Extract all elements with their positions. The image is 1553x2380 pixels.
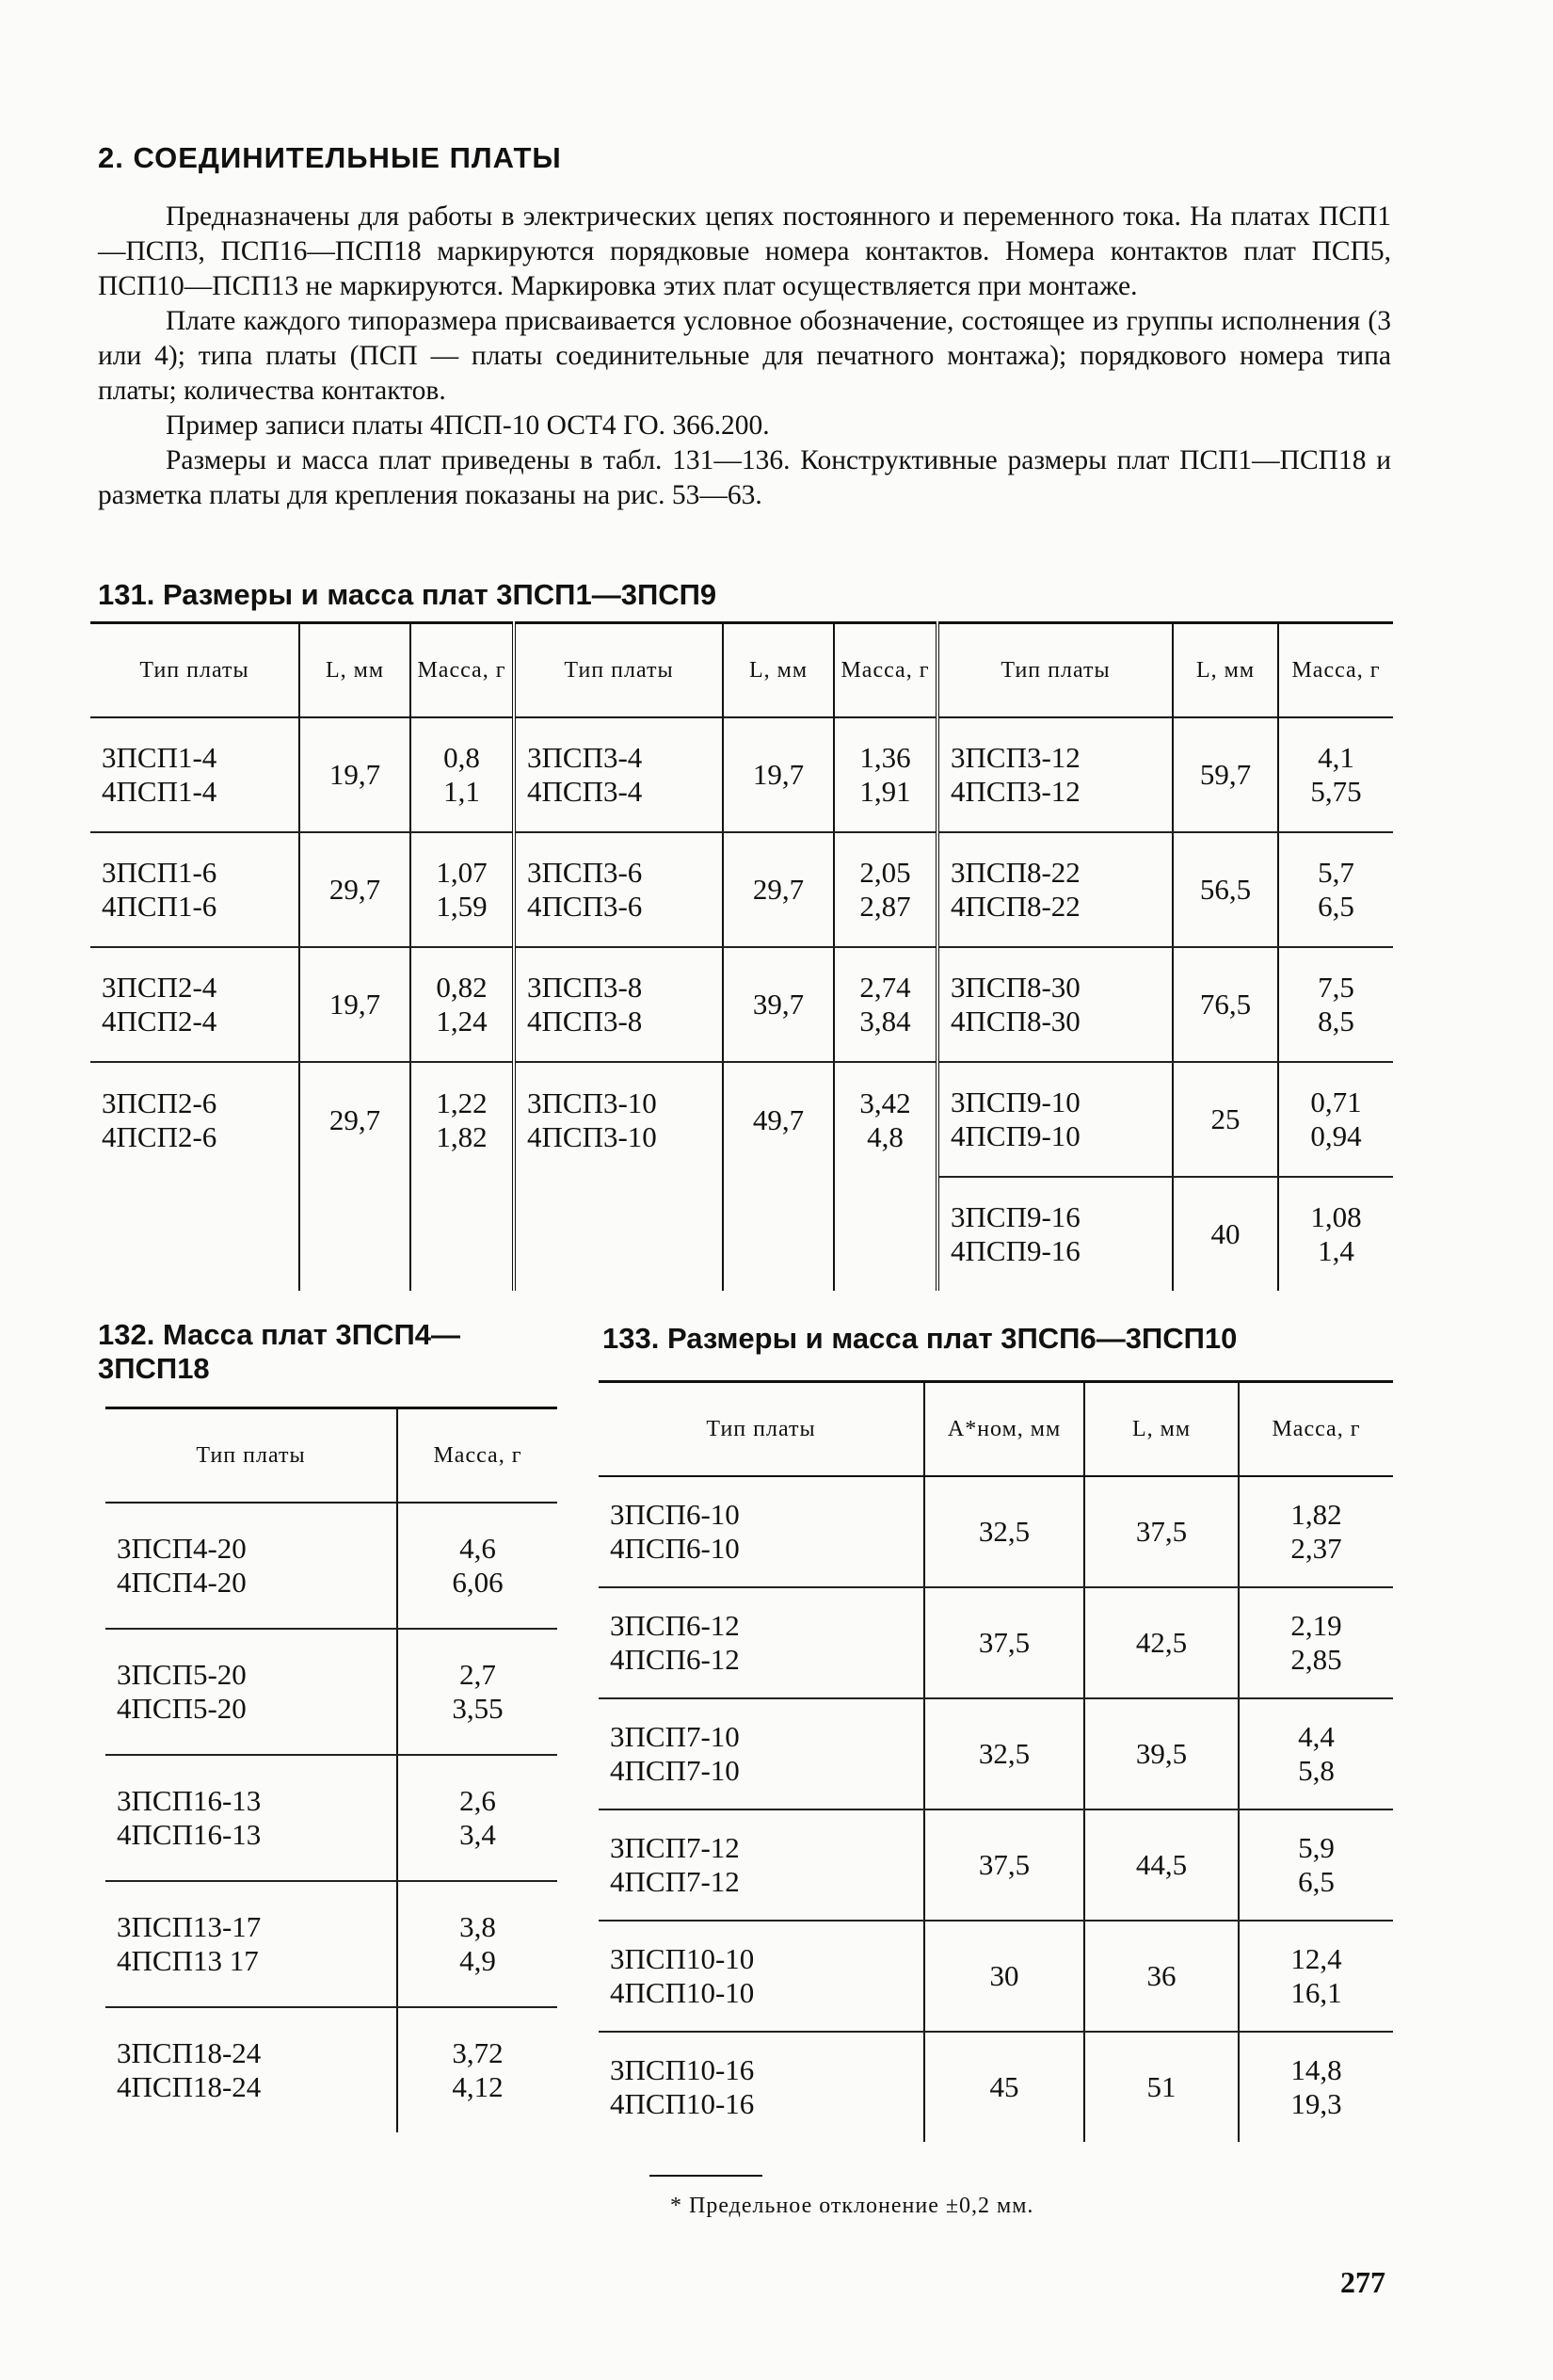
length-value: 39,7 — [723, 947, 834, 1062]
board-type: 3ПСП4-20 4ПСП4-20 — [105, 1503, 397, 1629]
length-value: 49,7 — [723, 1062, 834, 1177]
mass-value: 3,42 4,8 — [834, 1062, 937, 1177]
board-type: 3ПСП7-10 4ПСП7-10 — [599, 1698, 924, 1809]
a-nom-value: 32,5 — [924, 1698, 1084, 1809]
board-type: 3ПСП13-17 4ПСП13 17 — [105, 1881, 397, 2007]
footnote: * Предельное отклонение ±0,2 мм. — [670, 2194, 1034, 2218]
table-row — [105, 1755, 557, 1881]
mass-value: 3,8 4,9 — [397, 1881, 557, 2007]
length-value: 59,7 — [1173, 717, 1278, 832]
board-type: 3ПСП6-10 4ПСП6-10 — [599, 1476, 924, 1587]
paragraph: Плате каждого типоразмера присваивается условное обозначение, состоящее из группы исполнения (3 или 4); типа платы (ПСП — платы соединительные для печатного монтажа); порядкового номера типа платы; количества контактов. — [98, 306, 1391, 406]
board-type: 3ПСП3-10 4ПСП3-10 — [514, 1062, 723, 1177]
board-type: 3ПСП18-24 4ПСП18-24 — [117, 2036, 262, 2103]
column-header: L, мм — [1084, 1382, 1239, 1477]
empty-cell — [514, 1177, 723, 1291]
table-132 — [105, 1407, 557, 2132]
table-row — [599, 2032, 1393, 2142]
table-row — [599, 1698, 1393, 1809]
board-type: 3ПСП9-10 4ПСП9-10 — [937, 1062, 1173, 1177]
paragraph: Пример записи платы 4ПСП-10 ОСТ4 ГО. 366.200. — [166, 410, 770, 441]
board-type: 3ПСП8-22 4ПСП8-22 — [937, 832, 1173, 947]
table-row — [90, 832, 1393, 947]
length-value: 19,7 — [723, 717, 834, 832]
column-header: Тип платы — [90, 623, 299, 718]
board-type: 3ПСП1-6 4ПСП1-6 — [90, 832, 299, 947]
board-type: 3ПСП2-6 4ПСП2-6 — [102, 1085, 217, 1153]
board-type: 3ПСП10-10 4ПСП10-10 — [599, 1921, 924, 2032]
mass-value: 1,22 1,82 — [410, 1062, 514, 1177]
column-header: Масса, г — [410, 623, 514, 718]
mass-value: 2,05 2,87 — [834, 832, 937, 947]
a-nom-value: 37,5 — [924, 1809, 1084, 1921]
column-header: Тип платы — [599, 1382, 924, 1477]
a-nom-value: 32,5 — [924, 1476, 1084, 1587]
board-type: 3ПСП3-12 4ПСП3-12 — [937, 717, 1173, 832]
mass-value: 2,74 3,84 — [834, 947, 937, 1062]
empty-cell — [299, 1177, 410, 1291]
mass-value: 1,07 1,59 — [410, 832, 514, 947]
length-value: 29,7 — [299, 1062, 410, 1177]
empty-cell — [834, 1177, 937, 1291]
table-row — [105, 1881, 557, 2007]
length-value: 19,7 — [299, 717, 410, 832]
page-number: 277 — [1340, 2265, 1385, 2299]
board-type: 3ПСП5-20 4ПСП5-20 — [105, 1629, 397, 1755]
board-type: 3ПСП3-4 4ПСП3-4 — [514, 717, 723, 832]
table-row — [105, 2007, 557, 2132]
column-header: Тип платы — [514, 623, 723, 718]
board-type: 3ПСП3-8 4ПСП3-8 — [514, 947, 723, 1062]
empty-cell — [90, 1177, 299, 1291]
board-type: 3ПСП6-12 4ПСП6-12 — [599, 1587, 924, 1698]
footnote-rule — [649, 2175, 762, 2177]
table-131 — [90, 621, 1393, 1291]
table-131-caption: 131. Размеры и масса плат 3ПСП1—3ПСП9 — [98, 578, 717, 611]
mass-value: 4,1 5,75 — [1278, 717, 1393, 832]
board-type: 3ПСП3-6 4ПСП3-6 — [514, 832, 723, 947]
board-type: 3ПСП7-12 4ПСП7-12 — [599, 1809, 924, 1921]
mass-value: 7,5 8,5 — [1278, 947, 1393, 1062]
length-value: 37,5 — [1084, 1476, 1239, 1587]
column-header: Масса, г — [397, 1408, 557, 1504]
length-value: 29,7 — [299, 832, 410, 947]
mass-value: 1,82 2,37 — [1239, 1476, 1393, 1587]
mass-value: 0,71 0,94 — [1278, 1062, 1393, 1177]
body-text — [98, 200, 1391, 513]
mass-value: 1,36 1,91 — [834, 717, 937, 832]
paragraph: Предназначены для работы в электрических цепях постоянного и переменного тока. На платах ПСП1—ПСП3, ПСП16—ПСП18 маркируются порядковые номера контактов. Номера контактов плат ПСП5, ПСП10—ПСП13 не маркируются. Маркировка этих плат осуществляется при монтаже. — [98, 201, 1391, 301]
board-type: 3ПСП8-30 4ПСП8-30 — [937, 947, 1173, 1062]
a-nom-value: 30 — [924, 1921, 1084, 2032]
column-header: Масса, г — [1239, 1382, 1393, 1477]
section-title: 2. СОЕДИНИТЕЛЬНЫЕ ПЛАТЫ — [98, 141, 562, 174]
mass-value: 12,4 16,1 — [1239, 1921, 1393, 2032]
column-header: L, мм — [723, 623, 834, 718]
table-row — [90, 947, 1393, 1062]
table-row — [90, 1177, 1393, 1291]
column-header: Тип платы — [105, 1408, 397, 1504]
paragraph: Размеры и масса плат приведены в табл. 131—136. Конструктивные размеры плат ПСП1—ПСП18 и разметка платы для крепления показаны на рис. 53—63. — [98, 445, 1391, 510]
table-row — [599, 1587, 1393, 1698]
mass-value: 0,82 1,24 — [410, 947, 514, 1062]
mass-value: 2,7 3,55 — [397, 1629, 557, 1755]
length-value: 25 — [1173, 1062, 1278, 1177]
length-value: 36 — [1084, 1921, 1239, 2032]
table-row — [105, 1629, 557, 1755]
empty-cell — [410, 1177, 514, 1291]
column-header: L, мм — [1173, 623, 1278, 718]
length-value: 51 — [1084, 2032, 1239, 2142]
empty-cell — [723, 1177, 834, 1291]
board-type: 3ПСП1-4 4ПСП1-4 — [90, 717, 299, 832]
table-row — [105, 1503, 557, 1629]
length-value: 19,7 — [299, 947, 410, 1062]
length-value: 39,5 — [1084, 1698, 1239, 1809]
mass-value: 1,08 1,4 — [1278, 1177, 1393, 1291]
table-row — [599, 1809, 1393, 1921]
table-133-caption: 133. Размеры и масса плат 3ПСП6—3ПСП10 — [602, 1322, 1238, 1355]
table-row — [599, 1921, 1393, 2032]
length-value: 42,5 — [1084, 1587, 1239, 1698]
board-type: 3ПСП2-4 4ПСП2-4 — [90, 947, 299, 1062]
column-header: Тип платы — [937, 623, 1173, 718]
length-value: 44,5 — [1084, 1809, 1239, 1921]
column-header: Масса, г — [834, 623, 937, 718]
a-nom-value: 45 — [924, 2032, 1084, 2142]
mass-value: 14,8 19,3 — [1239, 2032, 1393, 2142]
table-row — [90, 1062, 1393, 1177]
column-header: L, мм — [299, 623, 410, 718]
mass-value: 3,72 4,12 — [397, 2007, 557, 2132]
mass-value: 4,6 6,06 — [397, 1503, 557, 1629]
table-132-caption: 132. Масса плат 3ПСП4— 3ПСП18 — [98, 1318, 460, 1385]
board-type: 3ПСП16-13 4ПСП16-13 — [105, 1755, 397, 1881]
mass-value: 5,9 6,5 — [1239, 1809, 1393, 1921]
length-value: 56,5 — [1173, 832, 1278, 947]
table-133 — [599, 1380, 1393, 2142]
length-value: 40 — [1173, 1177, 1278, 1291]
table-row — [599, 1476, 1393, 1587]
board-type: 3ПСП10-16 4ПСП10-16 — [610, 2053, 755, 2120]
column-header: Масса, г — [1278, 623, 1393, 718]
mass-value: 0,8 1,1 — [410, 717, 514, 832]
board-type: 3ПСП9-16 4ПСП9-16 — [937, 1177, 1173, 1291]
table-row — [90, 717, 1393, 832]
length-value: 76,5 — [1173, 947, 1278, 1062]
mass-value: 4,4 5,8 — [1239, 1698, 1393, 1809]
a-nom-value: 37,5 — [924, 1587, 1084, 1698]
length-value: 29,7 — [723, 832, 834, 947]
mass-value: 2,6 3,4 — [397, 1755, 557, 1881]
mass-value: 2,19 2,85 — [1239, 1587, 1393, 1698]
mass-value: 5,7 6,5 — [1278, 832, 1393, 947]
column-header: A*ном, мм — [924, 1382, 1084, 1477]
